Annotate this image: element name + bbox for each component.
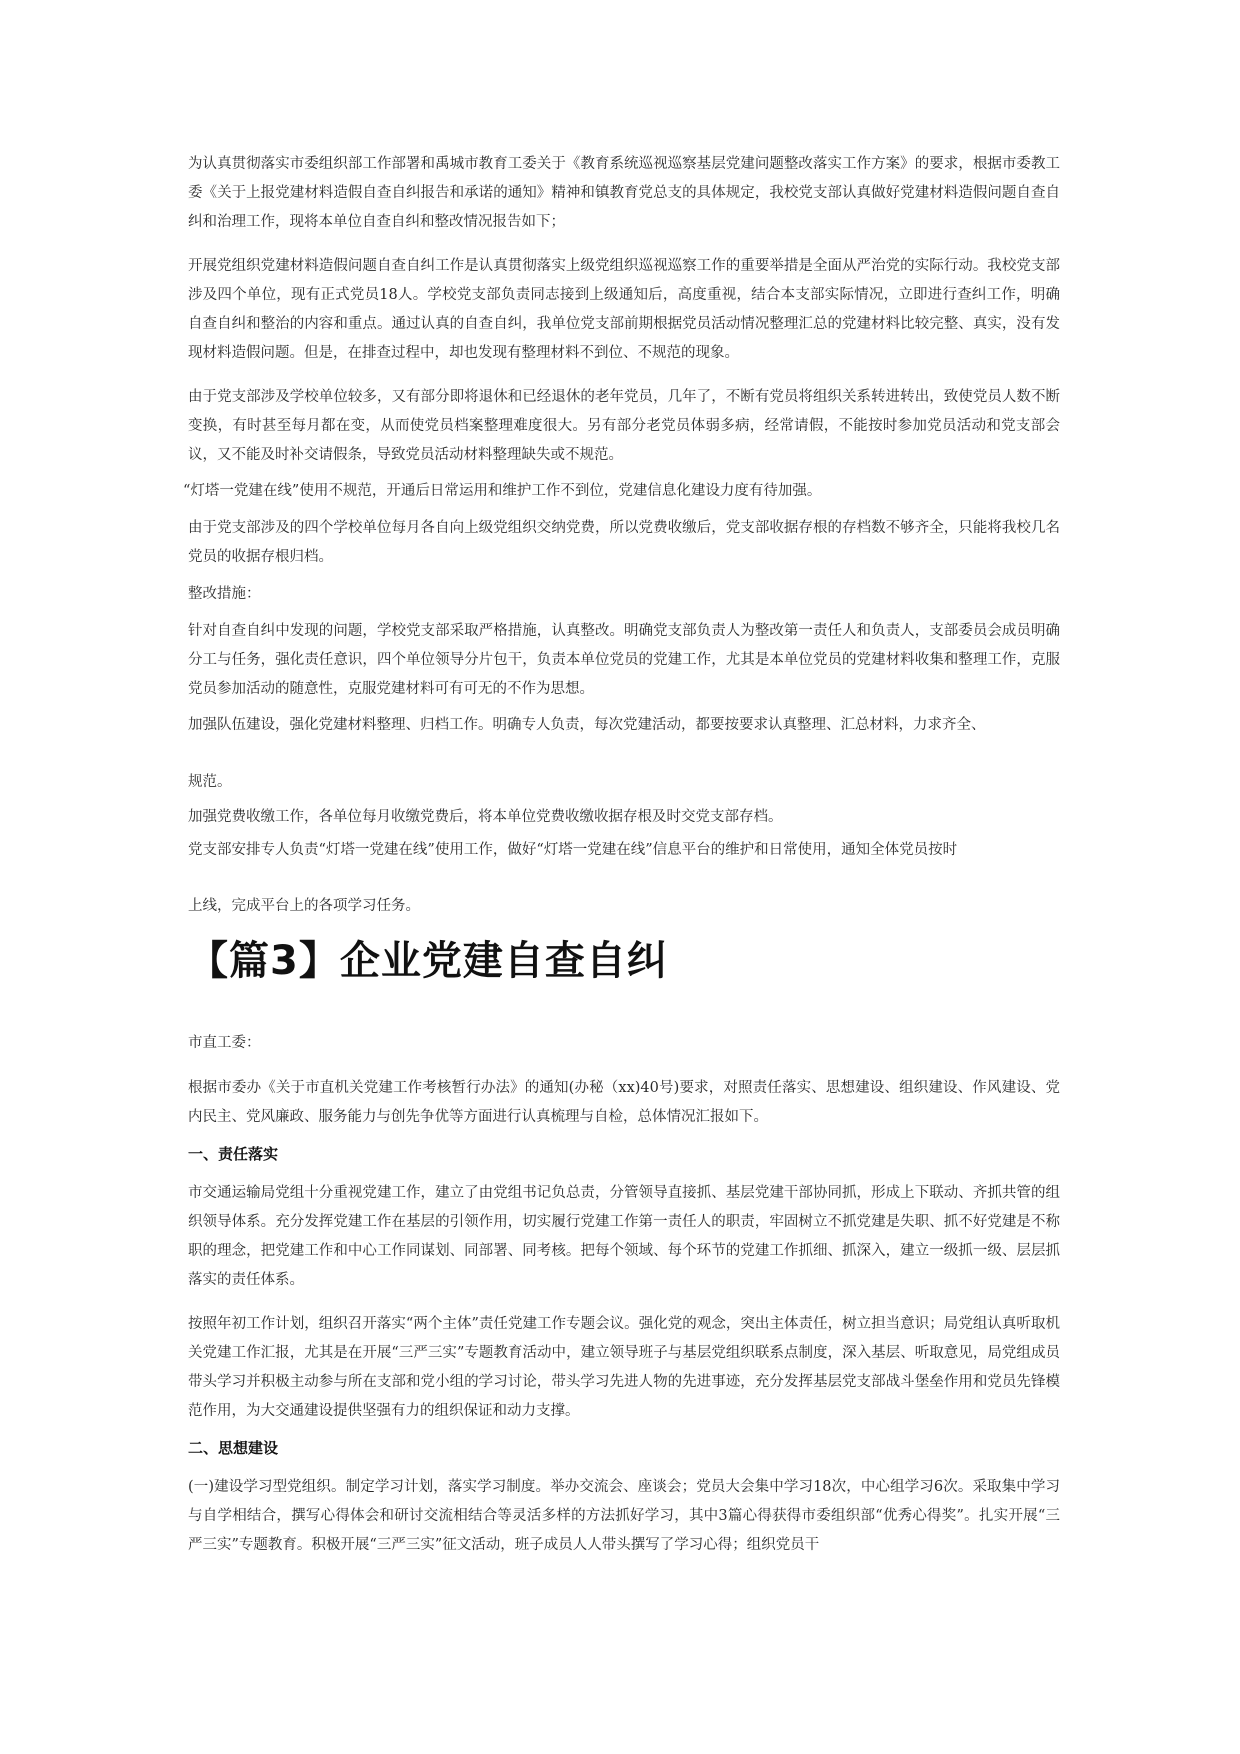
- part2-paragraph-3: “灯塔一党建在线”使用不规范，开通后日常运用和维护工作不到位，党建信息化建设力度有待加强。: [183, 483, 822, 499]
- measure-3: 加强党费收缴工作，各单位每月收缴党费后，将本单位党费收缴收据存根及时交党支部存档。: [188, 809, 783, 825]
- measures-heading: 整改措施：: [188, 586, 261, 602]
- ideology-paragraph-1: (一)建设学习型党组织。制定学习计划，落实学习制度。举办交流会、座谈会；党员大会集中学习18次，中心组学习6次。采取集中学习与自学相结合，撰写心得体会和研讨交流相结合等灵活多样的方法抓好学习，其中3篇心得获得市委组织部“优秀心得奖”。扎实开展“三严三实”专题教育。积极开展“三严三实”征文活动，班子成员人人带头撰写了学习心得；组织党员干: [188, 1479, 1060, 1553]
- measure-2-line-1: 加强队伍建设，强化党建材料整理、归档工作。明确专人负责，每次党建活动，都要按要求认真整理、汇总材料，力求齐全、: [188, 717, 986, 733]
- measure-2-line-2: 规范。: [188, 774, 232, 790]
- part2-paragraph-2: 由于党支部涉及学校单位较多，又有部分即将退休和已经退休的老年党员，几年了，不断有党员将组织关系转进转出，致使党员人数不断变换，有时甚至每月都在变，从而使党员档案整理难度很大。另有部分老党员体弱多病，经常请假，不能按时参加党员活动和党支部会议，又不能及时补交请假条，导致党员活动材料整理缺失或不规范。: [188, 389, 1060, 463]
- measure-4-line-1: 党支部安排专人负责“灯塔一党建在线”使用工作，做好“灯塔一党建在线”信息平台的维护和日常使用，通知全体党员按时: [188, 842, 958, 858]
- section-heading-responsibility: 一、责任落实: [188, 1145, 279, 1163]
- part3-intro: 根据市委办《关于市直机关党建工作考核暂行办法》的通知(办秘（xx)40号)要求，对照责任落实、思想建设、组织建设、作风建设、党内民主、党风廉政、服务能力与创先争优等方面进行认真梳理与自检，总体情况汇报如下。: [188, 1080, 1060, 1125]
- part2-intro: 为认真贯彻落实市委组织部工作部署和禹城市教育工委关于《教育系统巡视巡察基层党建问题整改落实工作方案》的要求，根据市委教工委《关于上报党建材料造假自查自纠报告和承诺的通知》精神和镇教育党总支的具体规定，我校党支部认真做好党建材料造假问题自查自纠和治理工作，现将本单位自查自纠和整改情况报告如下；: [188, 156, 1060, 230]
- salutation: 市直工委：: [188, 1035, 261, 1051]
- part2-paragraph-4: 由于党支部涉及的四个学校单位每月各自向上级党组织交纳党费，所以党费收缴后，党支部收据存根的存档数不够齐全，只能将我校几名党员的收据存根归档。: [188, 520, 1060, 565]
- part2-paragraph-1: 开展党组织党建材料造假问题自查自纠工作是认真贯彻落实上级党组织巡视巡察工作的重要举措是全面从严治党的实际行动。我校党支部涉及四个单位，现有正式党员18人。学校党支部负责同志接到上级通知后，高度重视，结合本支部实际情况，立即进行查纠工作，明确自查自纠和整治的内容和重点。通过认真的自查自纠，我单位党支部前期根据党员活动情况整理汇总的党建材料比较完整、真实，没有发现材料造假问题。但是，在排查过程中，却也发现有整理材料不到位、不规范的现象。: [188, 258, 1060, 361]
- section-heading-ideology: 二、思想建设: [188, 1439, 279, 1457]
- responsibility-paragraph-1: 市交通运输局党组十分重视党建工作，建立了由党组书记负总责，分管领导直接抓、基层党建干部协同抓，形成上下联动、齐抓共管的组织领导体系。充分发挥党建工作在基层的引领作用，切实履行党建工作第一责任人的职责，牢固树立不抓党建是失职、抓不好党建是不称职的理念，把党建工作和中心工作同谋划、同部署、同考核。把每个领域、每个环节的党建工作抓细、抓深入，建立一级抓一级、层层抓落实的责任体系。: [188, 1185, 1060, 1288]
- measure-4-line-2: 上线，完成平台上的各项学习任务。: [188, 898, 420, 914]
- responsibility-paragraph-2: 按照年初工作计划，组织召开落实“两个主体”责任党建工作专题会议。强化党的观念，突出主体责任，树立担当意识；局党组认真听取机关党建工作汇报，尤其是在开展“三严三实”专题教育活动中，建立领导班子与基层党组织联系点制度，深入基层、听取意见，局党组成员带头学习并积极主动参与所在支部和党小组的学习讨论，带头学习先进人物的先进事迹，充分发挥基层党支部战斗堡垒作用和党员先锋模范作用，为大交通建设提供坚强有力的组织保证和动力支撑。: [188, 1316, 1060, 1419]
- measure-1: 针对自查自纠中发现的问题，学校党支部采取严格措施，认真整改。明确党支部负责人为整改第一责任人和负责人，支部委员会成员明确分工与任务，强化责任意识，四个单位领导分片包干，负责本单位党员的党建工作，尤其是本单位党员的党建材料收集和整理工作，克服党员参加活动的随意性，克服党建材料可有可无的不作为思想。: [188, 623, 1060, 697]
- document-page: [183, 150, 1060, 1560]
- chapter-title: 【篇3】企业党建自查自纠: [188, 938, 668, 984]
